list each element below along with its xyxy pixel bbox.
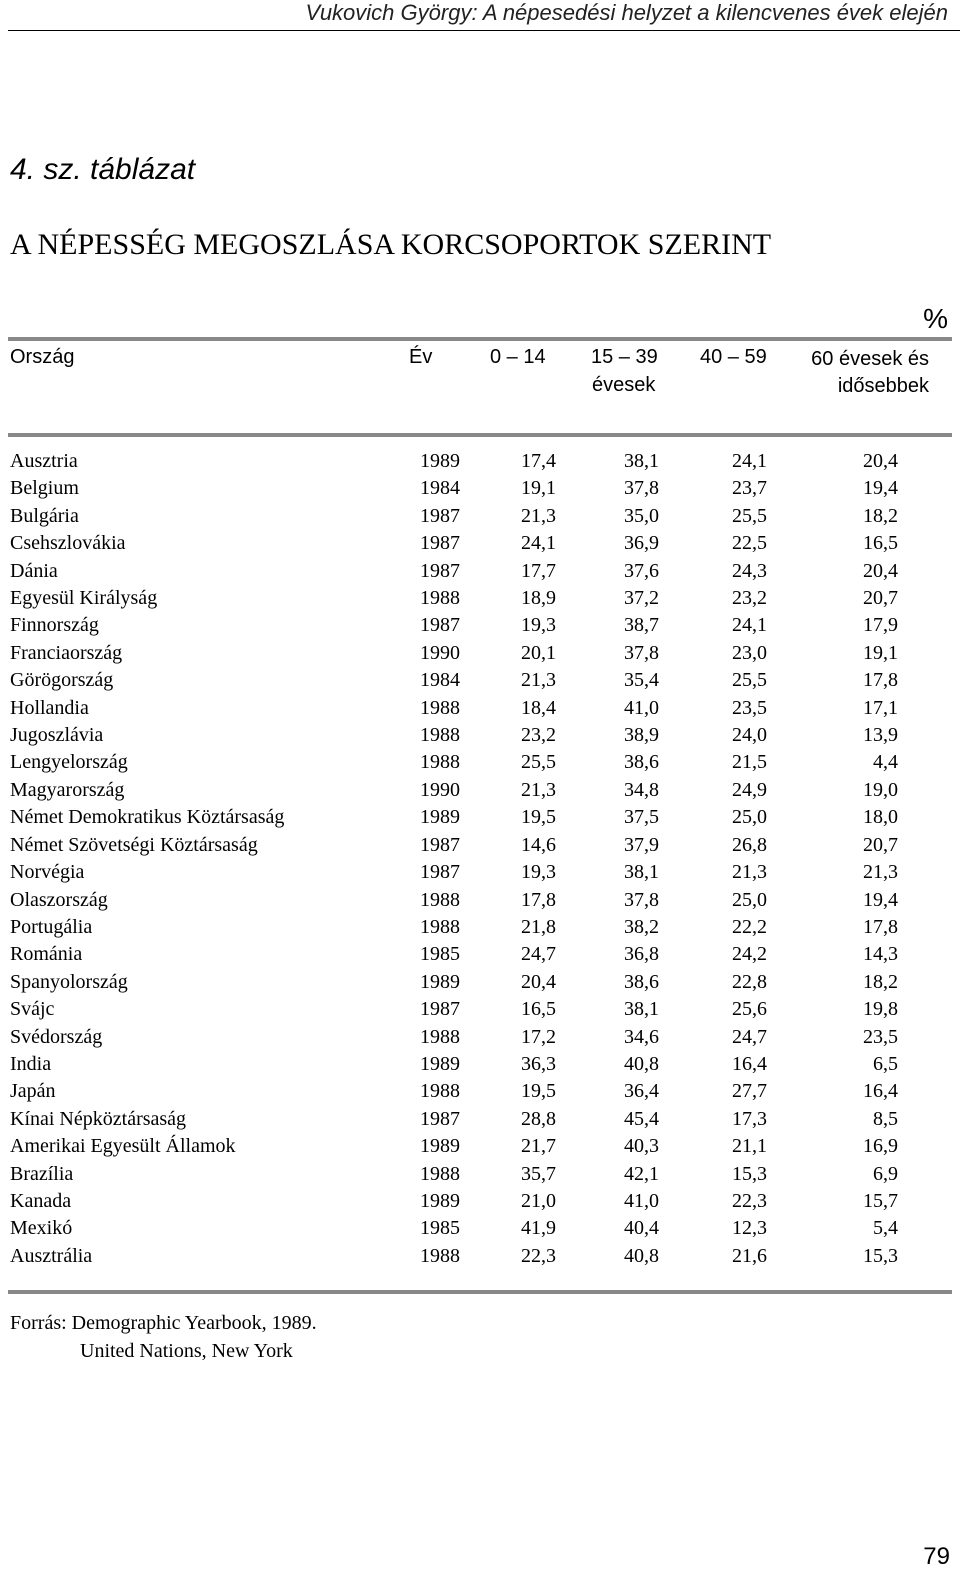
cell-15-39: 37,8 (624, 477, 659, 500)
cell-40-59: 17,3 (732, 1107, 767, 1130)
table-number: 4. sz. táblázat (10, 153, 196, 186)
cell-0-14: 17,4 (521, 450, 556, 472)
table-row (10, 887, 898, 914)
cell-0-14: 21,8 (521, 915, 556, 938)
cell-country: Ausztria (10, 450, 78, 472)
cell-year: 1987 (420, 998, 460, 1021)
cell-0-14: 36,3 (521, 1052, 556, 1075)
cell-country: Egyesül Királyság (10, 587, 158, 610)
cell-60-plus: 16,9 (863, 1135, 898, 1158)
cell-0-14: 19,3 (521, 614, 556, 637)
column-header-0-14: 0 – 14 (490, 346, 546, 368)
cell-15-39: 40,3 (624, 1135, 659, 1158)
cell-40-59: 23,0 (732, 641, 767, 664)
cell-60-plus: 17,8 (863, 669, 898, 692)
cell-year: 1990 (420, 778, 460, 801)
table-row (10, 777, 898, 804)
cell-40-59: 24,2 (732, 943, 767, 966)
cell-country: Svájc (10, 998, 55, 1021)
cell-year: 1987 (420, 861, 460, 884)
cell-0-14: 18,9 (521, 587, 556, 610)
cell-year: 1985 (420, 1217, 460, 1240)
cell-40-59: 25,6 (732, 998, 767, 1021)
cell-40-59: 25,5 (732, 504, 767, 527)
cell-country: Bulgária (10, 504, 79, 527)
table-row (10, 1024, 898, 1051)
cell-country: Lengyelország (10, 751, 128, 774)
cell-40-59: 25,0 (732, 806, 767, 829)
cell-country: Olaszország (10, 888, 108, 911)
table-row (10, 1051, 898, 1078)
table-row (10, 530, 898, 557)
cell-0-14: 22,3 (521, 1244, 556, 1267)
cell-0-14: 41,9 (521, 1217, 556, 1240)
table-bottom-rule (8, 1290, 952, 1294)
cell-40-59: 12,3 (732, 1217, 767, 1240)
cell-15-39: 37,5 (624, 806, 659, 829)
cell-40-59: 25,5 (732, 669, 767, 692)
cell-country: Brazília (10, 1162, 74, 1185)
cell-country: Jugoszlávia (10, 724, 104, 747)
cell-40-59: 24,7 (732, 1025, 767, 1048)
cell-60-plus: 4,4 (873, 751, 898, 774)
cell-60-plus: 19,0 (863, 778, 898, 801)
cell-15-39: 42,1 (624, 1162, 659, 1185)
population-table (10, 448, 898, 1270)
column-header-40-59: 40 – 59 (700, 346, 767, 368)
cell-15-39: 37,8 (624, 888, 659, 911)
cell-60-plus: 5,4 (873, 1217, 898, 1240)
cell-0-14: 21,3 (521, 778, 556, 801)
table-row (10, 749, 898, 776)
cell-15-39: 38,9 (624, 724, 659, 747)
cell-60-plus: 14,3 (863, 943, 898, 966)
cell-60-plus: 20,7 (863, 833, 898, 856)
cell-15-39: 37,6 (624, 559, 659, 582)
cell-country: Kínai Népköztársaság (10, 1107, 187, 1130)
cell-40-59: 23,7 (732, 477, 767, 500)
cell-0-14: 20,4 (521, 970, 556, 993)
cell-0-14: 23,2 (521, 724, 556, 747)
cell-year: 1988 (420, 587, 460, 610)
cell-40-59: 24,9 (732, 778, 767, 801)
cell-0-14: 16,5 (521, 998, 556, 1021)
cell-country: Hollandia (10, 696, 89, 719)
cell-15-39: 37,2 (624, 587, 659, 610)
cell-0-14: 35,7 (521, 1162, 556, 1185)
cell-15-39: 38,1 (624, 450, 659, 472)
cell-15-39: 36,8 (624, 943, 659, 966)
table-row (10, 914, 898, 941)
cell-40-59: 22,8 (732, 970, 767, 993)
table-row (10, 1078, 898, 1105)
cell-60-plus: 19,1 (863, 641, 898, 664)
cell-year: 1990 (420, 641, 460, 664)
cell-40-59: 26,8 (732, 833, 767, 856)
cell-year: 1989 (420, 1052, 460, 1075)
cell-40-59: 24,1 (732, 614, 767, 637)
cell-60-plus: 15,7 (863, 1189, 898, 1212)
cell-60-plus: 19,8 (863, 998, 898, 1021)
cell-0-14: 28,8 (521, 1107, 556, 1130)
cell-year: 1988 (420, 1080, 460, 1103)
table-row (10, 475, 898, 502)
cell-15-39: 38,1 (624, 998, 659, 1021)
cell-country: India (10, 1052, 52, 1075)
table-row (10, 612, 898, 639)
cell-0-14: 21,3 (521, 669, 556, 692)
table-row (10, 1188, 898, 1215)
table-row (10, 667, 898, 694)
cell-country: Mexikó (10, 1217, 73, 1240)
cell-country: Csehszlovákia (10, 532, 126, 555)
table-row (10, 1106, 898, 1133)
cell-country: Norvégia (10, 861, 85, 884)
cell-60-plus: 21,3 (863, 861, 898, 884)
cell-year: 1988 (420, 1162, 460, 1185)
cell-0-14: 25,5 (521, 751, 556, 774)
cell-15-39: 38,1 (624, 861, 659, 884)
table-row (10, 503, 898, 530)
column-unit-label: évesek (592, 374, 656, 396)
cell-60-plus: 19,4 (863, 888, 898, 911)
cell-0-14: 19,1 (521, 477, 556, 500)
cell-0-14: 21,0 (521, 1189, 556, 1212)
table-header-rule (8, 433, 952, 437)
cell-15-39: 36,9 (624, 532, 659, 555)
cell-15-39: 35,4 (624, 669, 659, 692)
cell-country: Ausztrália (10, 1244, 93, 1267)
cell-15-39: 38,2 (624, 915, 659, 938)
cell-year: 1984 (420, 669, 460, 692)
cell-0-14: 17,8 (521, 888, 556, 911)
cell-60-plus: 8,5 (873, 1107, 898, 1130)
table-row (10, 585, 898, 612)
cell-year: 1988 (420, 888, 460, 911)
cell-60-plus: 18,0 (863, 806, 898, 829)
cell-year: 1987 (420, 614, 460, 637)
table-row (10, 1161, 898, 1188)
cell-60-plus: 18,2 (863, 970, 898, 993)
cell-year: 1988 (420, 751, 460, 774)
column-header-country: Ország (10, 346, 75, 368)
cell-0-14: 20,1 (521, 641, 556, 664)
table-row (10, 558, 898, 585)
source-note (10, 1309, 317, 1365)
cell-15-39: 45,4 (624, 1107, 659, 1130)
cell-country: Amerikai Egyesült Államok (10, 1135, 236, 1158)
table-row (10, 640, 898, 667)
cell-year: 1988 (420, 696, 460, 719)
cell-0-14: 21,7 (521, 1135, 556, 1158)
cell-15-39: 40,8 (624, 1244, 659, 1267)
cell-country: Dánia (10, 559, 58, 582)
cell-year: 1987 (420, 504, 460, 527)
cell-country: Spanyolország (10, 970, 128, 993)
cell-15-39: 38,6 (624, 751, 659, 774)
cell-60-plus: 20,4 (863, 450, 898, 472)
cell-60-plus: 18,2 (863, 504, 898, 527)
unit-percent: % (923, 303, 948, 334)
cell-country: Finnország (10, 614, 99, 637)
cell-60-plus: 17,1 (863, 696, 898, 719)
cell-40-59: 21,6 (732, 1244, 767, 1267)
cell-country: Kanada (10, 1189, 72, 1212)
cell-country: Franciaország (10, 641, 123, 664)
cell-year: 1988 (420, 724, 460, 747)
table-body (10, 448, 898, 1270)
table-row (10, 859, 898, 886)
cell-0-14: 19,5 (521, 806, 556, 829)
cell-40-59: 22,2 (732, 915, 767, 938)
cell-year: 1987 (420, 559, 460, 582)
cell-0-14: 19,3 (521, 861, 556, 884)
cell-15-39: 34,6 (624, 1025, 659, 1048)
cell-year: 1988 (420, 1025, 460, 1048)
table-row (10, 695, 898, 722)
source-line-2: United Nations, New York (80, 1340, 293, 1362)
cell-40-59: 21,3 (732, 861, 767, 884)
cell-0-14: 17,2 (521, 1025, 556, 1048)
cell-15-39: 35,0 (624, 504, 659, 527)
cell-0-14: 19,5 (521, 1080, 556, 1103)
cell-60-plus: 20,4 (863, 559, 898, 582)
cell-country: Belgium (10, 477, 79, 500)
cell-15-39: 41,0 (624, 696, 659, 719)
table-row (10, 996, 898, 1023)
cell-15-39: 34,8 (624, 778, 659, 801)
cell-year: 1989 (420, 970, 460, 993)
cell-15-39: 37,9 (624, 833, 659, 856)
cell-60-plus: 13,9 (863, 724, 898, 747)
cell-40-59: 23,2 (732, 587, 767, 610)
cell-40-59: 24,1 (732, 450, 767, 472)
cell-60-plus: 16,4 (863, 1080, 898, 1103)
table-row (10, 1215, 898, 1242)
cell-country: Német Szövetségi Köztársaság (10, 833, 258, 856)
column-header-60-plus: 60 évesek és idősebbek (811, 348, 929, 397)
cell-15-39: 38,7 (624, 614, 659, 637)
source-line-1: Forrás: Demographic Yearbook, 1989. (10, 1312, 317, 1334)
cell-year: 1988 (420, 1244, 460, 1267)
cell-40-59: 21,5 (732, 751, 767, 774)
cell-60-plus: 17,9 (863, 614, 898, 637)
header-rule (8, 30, 960, 31)
cell-40-59: 24,3 (732, 559, 767, 582)
cell-40-59: 24,0 (732, 724, 767, 747)
cell-60-plus: 15,3 (863, 1244, 898, 1267)
cell-15-39: 37,8 (624, 641, 659, 664)
cell-15-39: 36,4 (624, 1080, 659, 1103)
cell-40-59: 15,3 (732, 1162, 767, 1185)
table-row (10, 804, 898, 831)
cell-15-39: 40,4 (624, 1217, 659, 1240)
cell-60-plus: 17,8 (863, 915, 898, 938)
cell-year: 1989 (420, 450, 460, 472)
running-header: Vukovich György: A népesedési helyzet a kilencvenes évek elején (305, 0, 948, 25)
cell-15-39: 40,8 (624, 1052, 659, 1075)
cell-country: Románia (10, 943, 83, 966)
cell-country: Japán (10, 1080, 56, 1103)
cell-country: Svédország (10, 1025, 103, 1048)
cell-country: Portugália (10, 915, 93, 938)
cell-15-39: 41,0 (624, 1189, 659, 1212)
cell-40-59: 27,7 (732, 1080, 767, 1103)
cell-year: 1984 (420, 477, 460, 500)
cell-60-plus: 23,5 (863, 1025, 898, 1048)
table-row (10, 969, 898, 996)
cell-year: 1987 (420, 1107, 460, 1130)
column-header-15-39: 15 – 39 (591, 346, 658, 368)
cell-60-plus: 19,4 (863, 477, 898, 500)
table-row (10, 832, 898, 859)
table-title: A NÉPESSÉG MEGOSZLÁSA KORCSOPORTOK SZERINT (10, 228, 772, 261)
page-number: 79 (923, 1543, 950, 1570)
cell-year: 1988 (420, 915, 460, 938)
table-row (10, 941, 898, 968)
table-row (10, 448, 898, 475)
cell-0-14: 21,3 (521, 504, 556, 527)
column-header-year: Év (409, 346, 433, 368)
cell-60-plus: 6,9 (873, 1162, 898, 1185)
table-row (10, 722, 898, 749)
cell-40-59: 22,3 (732, 1189, 767, 1212)
cell-40-59: 23,5 (732, 696, 767, 719)
cell-60-plus: 6,5 (873, 1052, 898, 1075)
cell-year: 1989 (420, 806, 460, 829)
table-row (10, 1133, 898, 1160)
cell-0-14: 14,6 (521, 833, 556, 856)
table-row (10, 1243, 898, 1270)
cell-40-59: 21,1 (732, 1135, 767, 1158)
cell-60-plus: 16,5 (863, 532, 898, 555)
cell-0-14: 17,7 (521, 559, 556, 582)
cell-country: Német Demokratikus Köztársaság (10, 806, 285, 829)
cell-year: 1989 (420, 1189, 460, 1212)
cell-15-39: 38,6 (624, 970, 659, 993)
cell-year: 1989 (420, 1135, 460, 1158)
cell-year: 1985 (420, 943, 460, 966)
cell-0-14: 24,1 (521, 532, 556, 555)
cell-country: Görögország (10, 669, 114, 692)
cell-year: 1987 (420, 833, 460, 856)
cell-40-59: 16,4 (732, 1052, 767, 1075)
cell-country: Magyarország (10, 778, 125, 801)
cell-40-59: 25,0 (732, 888, 767, 911)
cell-0-14: 24,7 (521, 943, 556, 966)
cell-40-59: 22,5 (732, 532, 767, 555)
cell-0-14: 18,4 (521, 696, 556, 719)
cell-60-plus: 20,7 (863, 587, 898, 610)
table-top-rule (8, 337, 952, 341)
cell-year: 1987 (420, 532, 460, 555)
